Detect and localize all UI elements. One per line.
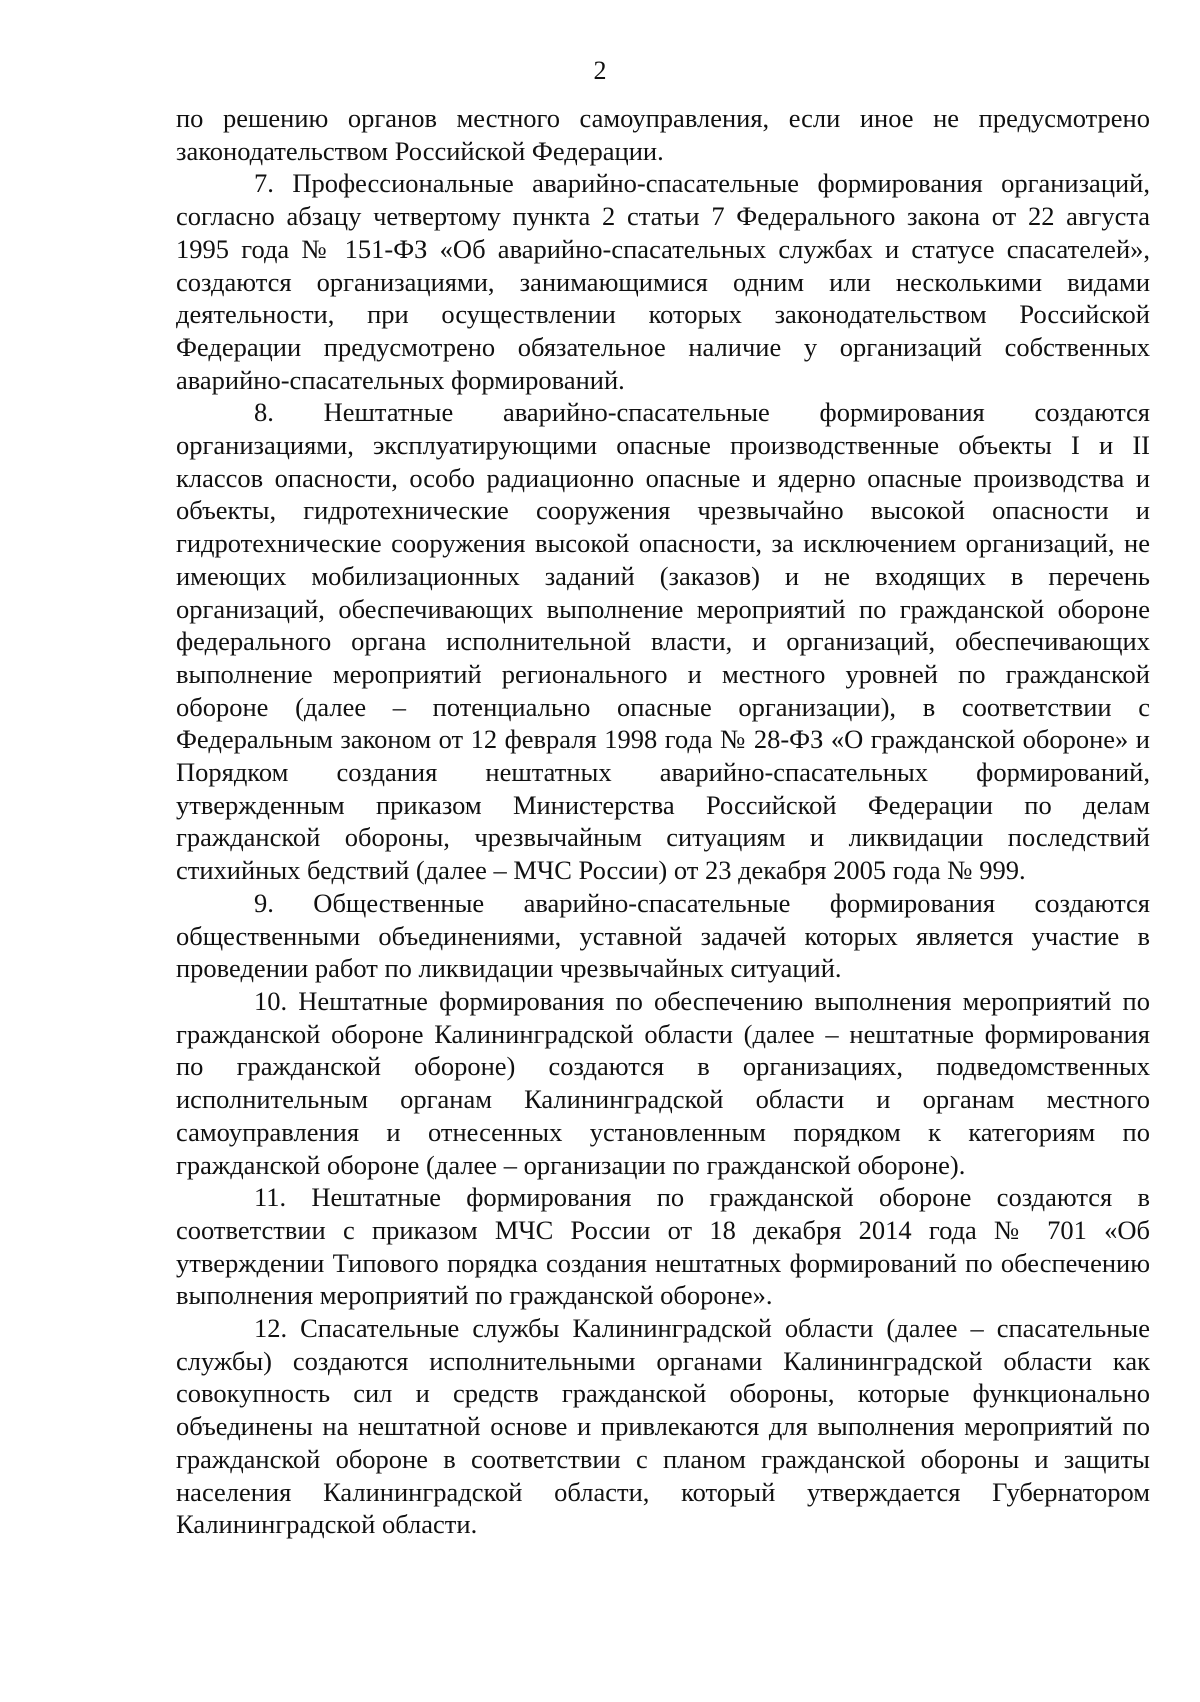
paragraph-item-9: 9. Общественные аварийно-спасательные формирования создаются общественными объединениями, уставной задачей которых является участие в проведении работ по ликвидации чрезвычайных ситуаций. — [176, 887, 1150, 984]
paragraph-item-10: 10. Нештатные формирования по обеспечению выполнения мероприятий по гражданской обороне Калининградской области (далее – нештатные формирования по гражданской обороне) создаются в организациях, подведомственных исполнительным органам Калининградской области и органам местного самоуправления и отнесенных установленным порядком к категориям по гражданской обороне (далее – организации по гражданской обороне). — [176, 985, 1150, 1180]
document-body — [176, 102, 1150, 1541]
paragraph-item-12: 12. Спасательные службы Калининградской области (далее – спасательные службы) создаются исполнительными органами Калининградской области как совокупность сил и средств гражданской обороны, которые функционально объединены на нештатной основе и привлекаются для выполнения мероприятий по гражданской обороне в соответствии с планом гражданской обороны и защиты населения Калининградской области, который утверждается Губернатором Калининградской области. — [176, 1313, 1150, 1540]
page-number: 2 — [593, 56, 607, 85]
paragraph-item-11: 11. Нештатные формирования по гражданской обороне создаются в соответствии с приказом МЧС России от 18 декабря 2014 года № 701 «Об утверждении Типового порядка создания нештатных формирований по обеспечению выполнения мероприятий по гражданской обороне». — [176, 1182, 1150, 1311]
paragraph-continuation: по решению органов местного самоуправления, если иное не предусмотрено законодательством Российской Федерации. — [176, 103, 1150, 166]
paragraph-item-7: 7. Профессиональные аварийно-спасательные формирования организаций, согласно абзацу четвертому пункта 2 статьи 7 Федерального закона от 22 августа 1995 года № 151-ФЗ «Об аварийно-спасательных службах и статусе спасателей», создаются организациями, занимающимися одним или несколькими видами деятельности, при осуществлении которых законодательством Российской Федерации предусмотрено обязательное наличие у организаций собственных аварийно-спасательных формирований. — [176, 168, 1150, 395]
paragraph-item-8: 8. Нештатные аварийно-спасательные формирования создаются организациями, эксплуатирующими опасные производственные объекты I и II классов опасности, особо радиационно опасные и ядерно опасные производства и объекты, гидротехнические сооружения чрезвычайно высокой опасности и гидротехнические сооружения высокой опасности, за исключением организаций, не имеющих мобилизационных заданий (заказов) и не входящих в перечень организаций, обеспечивающих выполнение мероприятий по гражданской обороне федерального органа исполнительной власти, и организаций, обеспечивающих выполнение мероприятий регионального и местного уровней по гражданской обороне (далее – потенциально опасные организации), в соответствии с Федеральным законом от 12 февраля 1998 года № 28-ФЗ «О гражданской обороне» и Порядком создания нештатных аварийно-спасательных формирований, утвержденным приказом Министерства Российской Федерации по делам гражданской обороны, чрезвычайным ситуациям и ликвидации последствий стихийных бедствий (далее – МЧС России) от 23 декабря 2005 года № 999. — [176, 397, 1150, 886]
